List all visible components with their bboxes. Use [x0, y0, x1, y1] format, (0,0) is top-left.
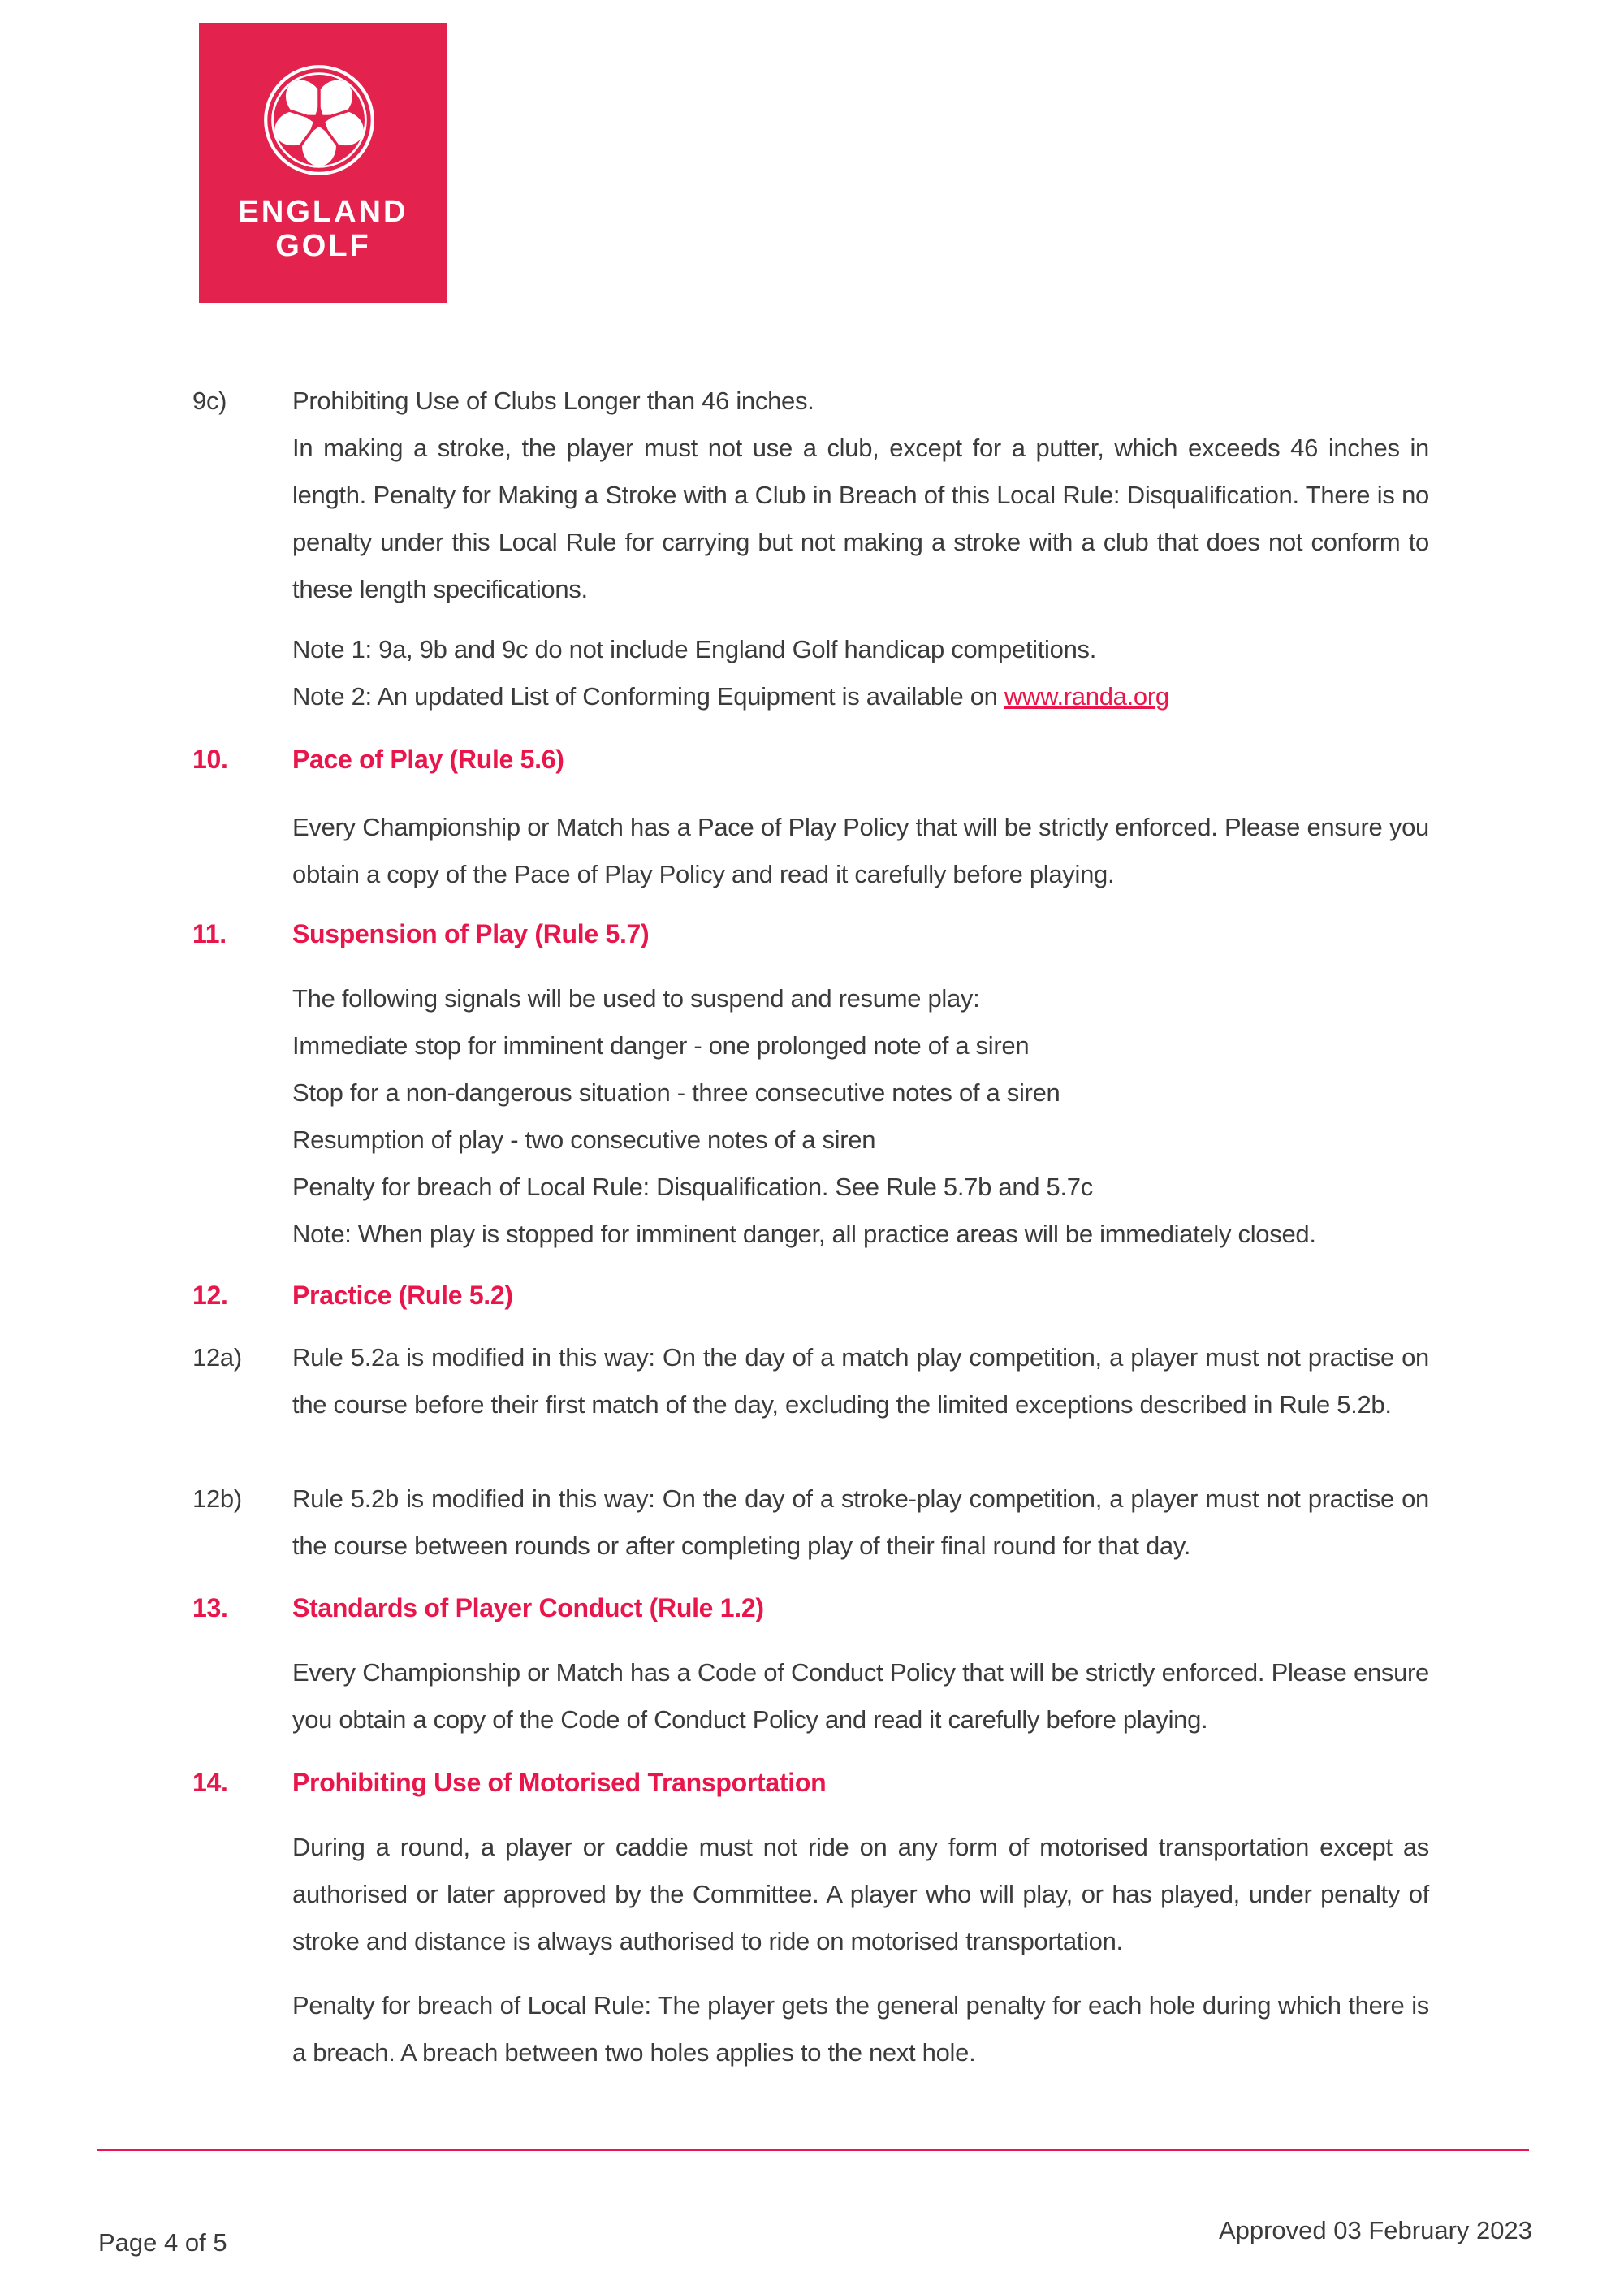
section-9c: [192, 378, 1429, 613]
section-12a-body: Rule 5.2a is modified in this way: On the day of a match play competition, a player must not practise on the course before their first match of the day, excluding the limited exceptions described in Rule 5.2b.: [292, 1343, 1429, 1419]
section-11-line-4: Resumption of play - two consecutive notes of a siren: [292, 1125, 876, 1154]
section-13-heading: Standards of Player Conduct (Rule 1.2): [292, 1593, 764, 1622]
section-14-number: 14.: [192, 1768, 228, 1797]
note-1: Note 1: 9a, 9b and 9c do not include England Golf handicap competitions.: [292, 635, 1097, 663]
section-12a: [192, 1334, 1429, 1428]
section-14-body-row: [192, 1824, 1429, 1965]
section-10-number: 10.: [192, 745, 228, 774]
section-11-number: 11.: [192, 919, 227, 948]
section-13-number: 13.: [192, 1593, 228, 1622]
note-2-text: Note 2: An updated List of Conforming Equipment is available on: [292, 682, 1004, 711]
section-14-heading-row: [192, 1759, 1429, 1806]
section-11-line-3: Stop for a non-dangerous situation - three consecutive notes of a siren: [292, 1078, 1060, 1107]
section-9c-number: 9c): [192, 387, 227, 415]
section-12b-number: 12b): [192, 1484, 242, 1513]
section-12-heading: Practice (Rule 5.2): [292, 1281, 513, 1310]
footer-divider: [97, 2149, 1529, 2151]
section-14-penalty: Penalty for breach of Local Rule: The player gets the general penalty for each hole during which there is a breach. A breach between two holes applies to the next hole.: [292, 1991, 1429, 2067]
note-2: [292, 673, 1429, 720]
section-11-line-1: The following signals will be used to suspend and resume play:: [292, 984, 980, 1013]
section-9c-heading: Prohibiting Use of Clubs Longer than 46 inches.: [292, 387, 814, 415]
section-11-line-6: Note: When play is stopped for imminent danger, all practice areas will be immediately closed.: [292, 1220, 1316, 1248]
page-number-label: Page 4 of 5: [98, 2228, 227, 2257]
section-12b-body: Rule 5.2b is modified in this way: On the day of a stroke-play competition, a player must not practise on the course between rounds or after completing play of their final round for that day.: [292, 1484, 1429, 1560]
section-10-heading: Pace of Play (Rule 5.6): [292, 745, 564, 774]
section-10-body: Every Championship or Match has a Pace of Play Policy that will be strictly enforced. Please ensure you obtain a copy of the Pace of Play Policy and read it carefully before playing.: [292, 813, 1429, 888]
section-12b: [192, 1475, 1429, 1570]
logo-line-golf: GOLF: [275, 229, 371, 263]
section-14-heading: Prohibiting Use of Motorised Transportation: [292, 1768, 827, 1797]
section-14-body: During a round, a player or caddie must not ride on any form of motorised transportation except as authorised or later approved by the Committee. A player who will play, or has played, under penalty of stroke and distance is always authorised to ride on motorised transportation.: [292, 1833, 1429, 1955]
logo-line-england: ENGLAND: [238, 195, 408, 229]
section-11-heading-row: [192, 910, 1429, 957]
section-14-penalty-row: [192, 1982, 1429, 2076]
approved-date-label: Approved 03 February 2023: [1218, 2216, 1532, 2244]
section-11-line-5: Penalty for breach of Local Rule: Disqualification. See Rule 5.7b and 5.7c: [292, 1173, 1093, 1201]
england-golf-logo: [199, 23, 447, 303]
notes-block: [192, 626, 1429, 720]
rose-icon: [262, 63, 376, 177]
section-13-heading-row: [192, 1584, 1429, 1631]
logo-wordmark: [199, 195, 447, 263]
section-13-body: Every Championship or Match has a Code of Conduct Policy that will be strictly enforced. Please ensure you obtain a copy of the Code of Conduct Policy and read it carefully before playing.: [292, 1658, 1429, 1734]
section-11-line-2: Immediate stop for imminent danger - one prolonged note of a siren: [292, 1031, 1030, 1060]
section-10-heading-row: [192, 736, 1429, 783]
section-11-heading: Suspension of Play (Rule 5.7): [292, 919, 650, 948]
section-13-body-row: [192, 1649, 1429, 1743]
section-9c-body: In making a stroke, the player must not use a club, except for a putter, which exceeds 46 inches in length. Penalty for Making a Stroke with a Club in Breach of this Local Rule: Disqualification. There is no penalty under this Local Rule for carrying but not making a stroke with a club that does not conform to these length specifications.: [292, 434, 1429, 603]
section-12-heading-row: [192, 1272, 1429, 1319]
section-12-number: 12.: [192, 1281, 228, 1310]
section-11-body-row: [192, 975, 1429, 1258]
randa-link[interactable]: www.randa.org: [1004, 682, 1169, 711]
section-12a-number: 12a): [192, 1343, 242, 1372]
section-10-body-row: [192, 804, 1429, 898]
